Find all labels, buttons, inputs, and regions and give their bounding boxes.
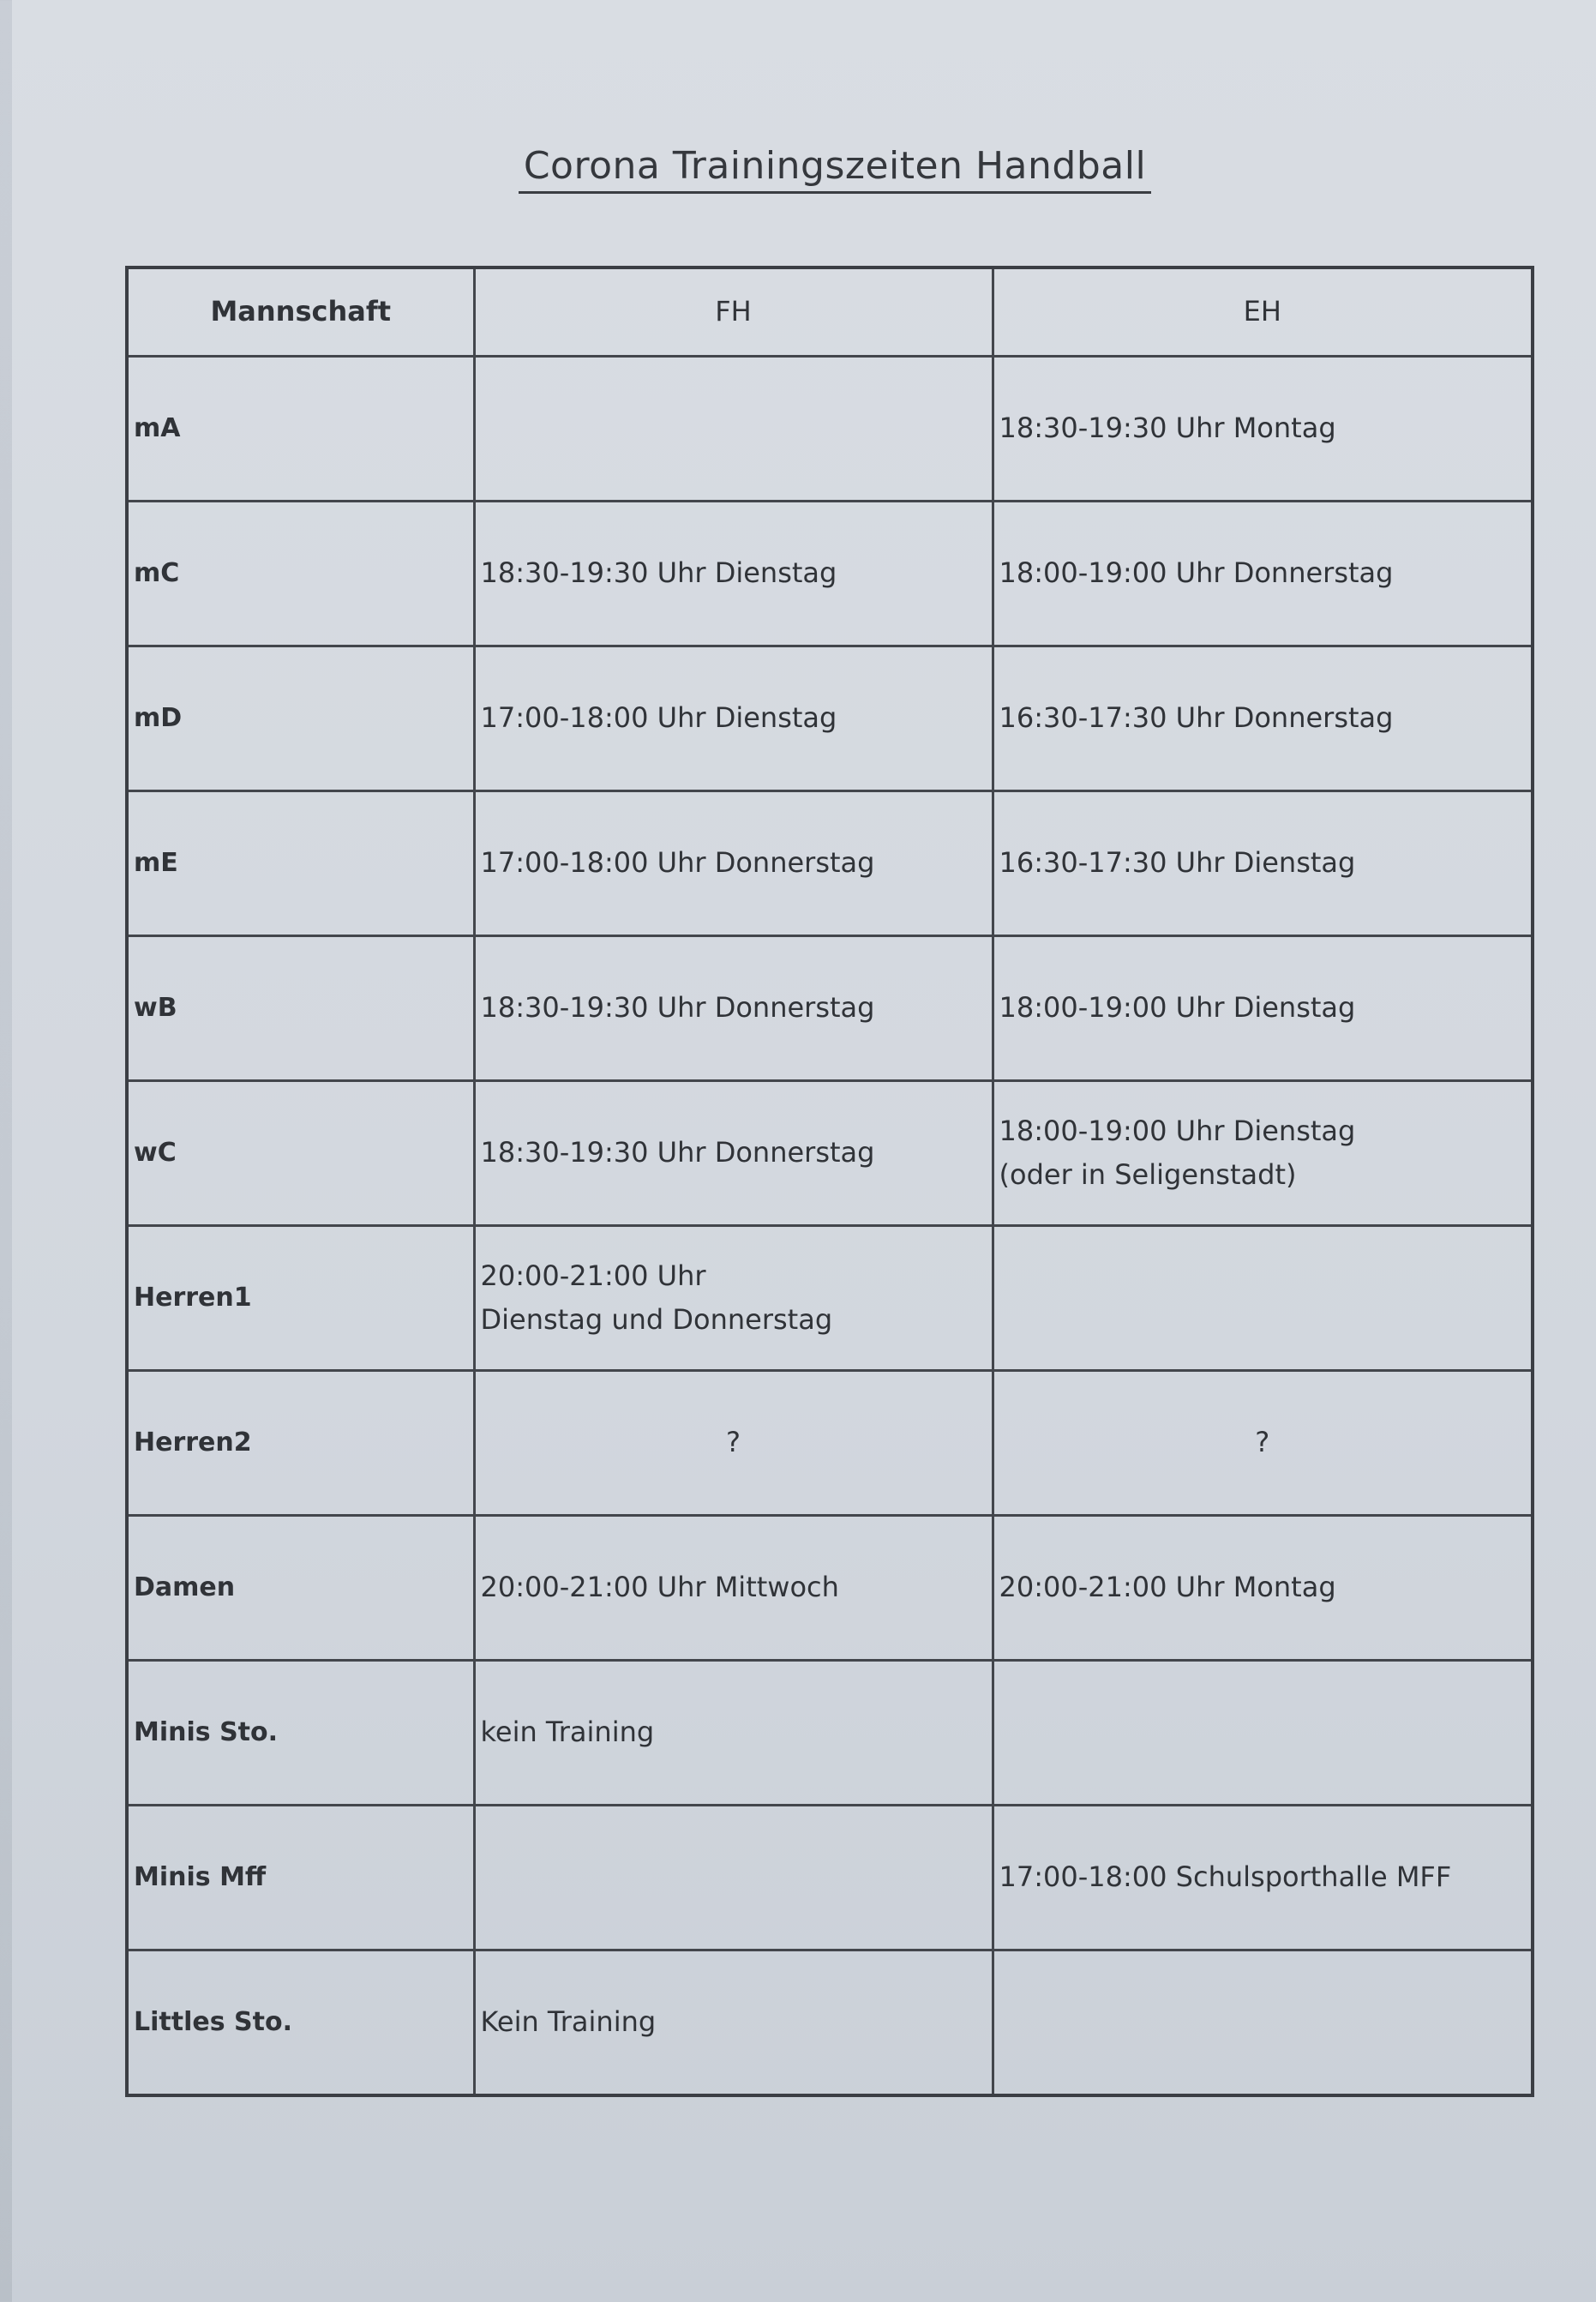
eh-time-line: 18:00-19:00 Uhr Dienstag xyxy=(999,1114,1356,1147)
team-name-cell: Herren1 xyxy=(127,1226,474,1371)
fh-time-line: 20:00-21:00 Uhr xyxy=(480,1259,706,1292)
eh-time-cell xyxy=(993,1950,1533,2096)
table-row xyxy=(127,1950,1533,2096)
column-header-mannschaft: Mannschaft xyxy=(127,267,474,357)
page-title-text: Corona Trainingszeiten Handball xyxy=(519,144,1151,194)
eh-time-cell xyxy=(993,1226,1533,1371)
fh-time-cell xyxy=(474,1226,993,1371)
team-name-cell: mC xyxy=(127,502,474,646)
paper-sheet xyxy=(12,0,1596,2302)
fh-time-cell: Kein Training xyxy=(474,1950,993,2096)
fh-time-line: Dienstag und Donnerstag xyxy=(480,1303,833,1336)
team-name-cell: Minis Mff xyxy=(127,1806,474,1950)
fh-time-cell: 17:00-18:00 Uhr Donnerstag xyxy=(474,791,993,936)
table-row xyxy=(127,1806,1533,1950)
table-row xyxy=(127,646,1533,791)
eh-time-cell: ? xyxy=(993,1371,1533,1516)
fh-time-cell: 17:00-18:00 Uhr Dienstag xyxy=(474,646,993,791)
table-row xyxy=(127,936,1533,1081)
fh-time-cell: 18:30-19:30 Uhr Donnerstag xyxy=(474,936,993,1081)
team-name-cell: mE xyxy=(127,791,474,936)
table-row xyxy=(127,1371,1533,1516)
table-row xyxy=(127,357,1533,502)
eh-time-cell: 18:00-19:00 Uhr Donnerstag xyxy=(993,502,1533,646)
column-header-fh: FH xyxy=(474,267,993,357)
fh-time-cell: 20:00-21:00 Uhr Mittwoch xyxy=(474,1516,993,1661)
table-row xyxy=(127,1516,1533,1661)
fh-time-cell: 18:30-19:30 Uhr Dienstag xyxy=(474,502,993,646)
eh-time-cell: 17:00-18:00 Schulsporthalle MFF xyxy=(993,1806,1533,1950)
eh-time-cell: 18:00-19:00 Uhr Dienstag xyxy=(993,936,1533,1081)
fh-time-cell xyxy=(474,1806,993,1950)
team-name-cell: mA xyxy=(127,357,474,502)
fh-time-cell: 18:30-19:30 Uhr Donnerstag xyxy=(474,1081,993,1226)
page-title xyxy=(12,144,1596,188)
fh-time-cell xyxy=(474,357,993,502)
eh-time-cell: 18:30-19:30 Uhr Montag xyxy=(993,357,1533,502)
column-header-eh: EH xyxy=(993,267,1533,357)
team-name-cell: mD xyxy=(127,646,474,791)
table-row xyxy=(127,791,1533,936)
team-name-cell: wC xyxy=(127,1081,474,1226)
eh-time-cell: 16:30-17:30 Uhr Donnerstag xyxy=(993,646,1533,791)
table-row xyxy=(127,1226,1533,1371)
table-row xyxy=(127,502,1533,646)
eh-time-line: (oder in Seligenstadt) xyxy=(999,1158,1297,1191)
training-schedule-table xyxy=(125,266,1534,2097)
fh-time-cell: ? xyxy=(474,1371,993,1516)
eh-time-cell xyxy=(993,1661,1533,1806)
eh-time-cell: 16:30-17:30 Uhr Dienstag xyxy=(993,791,1533,936)
eh-time-cell xyxy=(993,1081,1533,1226)
table-row xyxy=(127,1661,1533,1806)
fh-time-cell: kein Training xyxy=(474,1661,993,1806)
eh-time-cell: 20:00-21:00 Uhr Montag xyxy=(993,1516,1533,1661)
team-name-cell: Damen xyxy=(127,1516,474,1661)
team-name-cell: Minis Sto. xyxy=(127,1661,474,1806)
table-row xyxy=(127,1081,1533,1226)
team-name-cell: Littles Sto. xyxy=(127,1950,474,2096)
table-header-row xyxy=(127,267,1533,357)
team-name-cell: wB xyxy=(127,936,474,1081)
team-name-cell: Herren2 xyxy=(127,1371,474,1516)
